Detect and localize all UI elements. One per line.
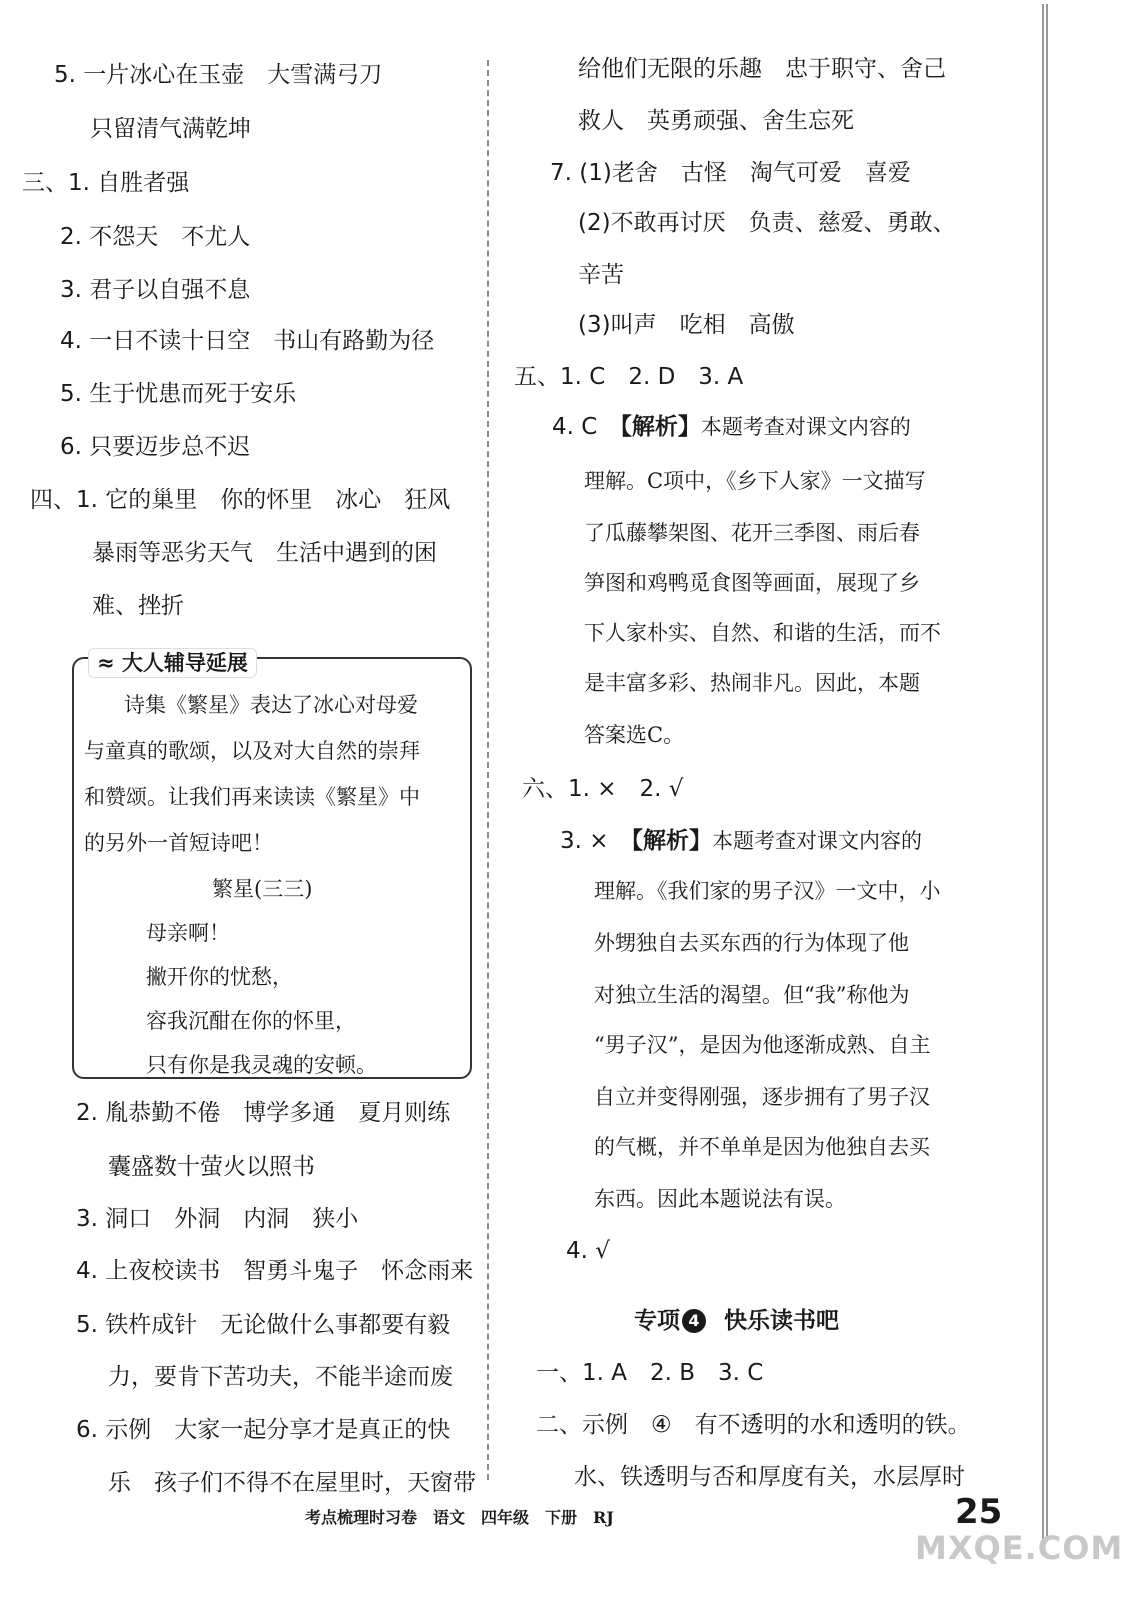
analysis-line: 对独立生活的渴望。但“我”称他为 <box>594 983 910 1007</box>
answer-line: 力，要肯下苦功夫，不能半途而废 <box>108 1364 453 1390</box>
answer-line: 四、1. 它的巢里 你的怀里 冰心 狂风 <box>30 487 451 513</box>
analysis-line: 下人家朴实、自然、和谐的生活，而不 <box>584 621 941 645</box>
extension-text: 与童真的歌颂，以及对大自然的崇拜 <box>84 739 420 763</box>
poem-line: 只有你是我灵魂的安顿。 <box>146 1053 377 1077</box>
answer-line: 4. √ <box>566 1238 610 1264</box>
extension-text: 的另外一首短诗吧！ <box>84 831 273 855</box>
answer-line: 五、1. C 2. D 3. A <box>514 364 744 390</box>
extension-title-text: 大人辅导延展 <box>121 651 248 675</box>
answer-line: 3. 洞口 外洞 内洞 狭小 <box>76 1206 359 1232</box>
analysis-line: 了瓜藤攀架图、花开三季图、雨后春 <box>584 521 920 545</box>
analysis-line: 自立并变得刚强，逐步拥有了男子汉 <box>594 1085 930 1109</box>
answer-line: (3)叫声 吃相 高傲 <box>578 312 795 338</box>
footer-text: 考点梳理时习卷 语文 四年级 下册 RJ <box>305 1508 614 1527</box>
column-divider <box>487 60 489 1480</box>
answer-line: 六、1. × 2. √ <box>522 776 684 802</box>
answer-line: 5. 生于忧患而死于安乐 <box>60 381 297 407</box>
analysis-line: 的气概，并不单单是因为他独自去买 <box>594 1135 930 1159</box>
answer-line: 给他们无限的乐趣 忠于职守、舍己 <box>578 56 946 82</box>
answer-line: 三、1. 自胜者强 <box>22 170 190 196</box>
extension-box-title <box>88 648 257 678</box>
answer-line: 2. 不怨天 不尤人 <box>60 224 251 250</box>
answer-line <box>560 826 922 856</box>
analysis-line: 笋图和鸡鸭觅食图等画面，展现了乡 <box>584 571 920 595</box>
analysis-line: 是丰富多彩、热闹非凡。因此，本题 <box>584 671 920 695</box>
answer-line: 乐 孩子们不得不在屋里时，天窗带 <box>108 1470 476 1496</box>
poem-line: 容我沉酣在你的怀里， <box>146 1009 356 1033</box>
analysis-line: 答案选C。 <box>584 723 685 747</box>
poem-title: 繁星(三三) <box>212 877 313 901</box>
poem-line: 撇开你的忧愁， <box>146 965 293 989</box>
section-title: 快乐读书吧 <box>724 1308 839 1334</box>
watermark: MXQE.COM <box>915 1529 1123 1567</box>
analysis-text: 本题考查对课文内容的 <box>700 415 911 439</box>
poem-line: 母亲啊！ <box>146 921 230 945</box>
analysis-line: “男子汉”，是因为他逐渐成熟、自主 <box>594 1033 931 1057</box>
answer-number: 3. × <box>560 828 632 854</box>
answer-line: 6. 示例 大家一起分享才是真正的快 <box>76 1417 451 1443</box>
page-number: 25 <box>955 1492 1003 1532</box>
analysis-line: 理解。《我们家的男子汉》一文中，小 <box>594 879 941 903</box>
answer-line: 7. (1)老舍 古怪 淘气可爱 喜爱 <box>550 160 911 186</box>
section-number-badge: 4 <box>682 1309 706 1333</box>
answer-line: 暴雨等恶劣天气 生活中遇到的困 <box>92 540 437 566</box>
section-prefix: 专项 <box>634 1308 680 1334</box>
answer-line: 5. 铁杵成针 无论做什么事都要有毅 <box>76 1312 451 1338</box>
answer-line: 2. 胤恭勤不倦 博学多通 夏月则练 <box>76 1100 451 1126</box>
answer-line <box>552 412 911 442</box>
analysis-line: 理解。C项中，《乡下人家》一文描写 <box>584 469 926 493</box>
answer-line: 4. 一日不读十日空 书山有路勤为径 <box>60 328 435 354</box>
extension-text: 和赞颂。让我们再来读读《繁星》中 <box>84 785 420 809</box>
answer-line: 囊盛数十萤火以照书 <box>108 1154 315 1180</box>
analysis-line: 外甥独自去买东西的行为体现了他 <box>594 931 909 955</box>
answer-number: 4. C <box>552 414 621 440</box>
answer-line: 水、铁透明与否和厚度有关，水层厚时 <box>574 1464 965 1490</box>
analysis-line: 东西。因此本题说法有误。 <box>594 1187 846 1211</box>
extension-text: 诗集《繁星》表达了冰心对母爱 <box>124 693 418 717</box>
answer-line: 辛苦 <box>578 262 624 288</box>
analysis-text: 本题考查对课文内容的 <box>712 829 923 853</box>
analysis-label: 【解析】 <box>620 414 701 440</box>
answer-line: 6. 只要迈步总不迟 <box>60 434 251 460</box>
analysis-label: 【解析】 <box>631 828 713 854</box>
answer-line: 只留清气满乾坤 <box>90 116 251 142</box>
answer-line: 一、1. A 2. B 3. C <box>536 1360 764 1386</box>
section-heading <box>634 1306 839 1336</box>
answer-line: 难、挫折 <box>92 593 184 619</box>
wave-icon: ≈ <box>97 651 115 675</box>
answer-line: 二、示例 ④ 有不透明的水和透明的铁。 <box>536 1412 971 1438</box>
answer-line: 3. 君子以自强不息 <box>60 277 251 303</box>
answer-line: (2)不敢再讨厌 负责、慈爱、勇敢、 <box>578 210 956 236</box>
answer-line: 5. 一片冰心在玉壶 大雪满弓刀 <box>54 62 383 88</box>
answer-line: 救人 英勇顽强、舍生忘死 <box>578 108 854 134</box>
answer-line: 4. 上夜校读书 智勇斗鬼子 怀念雨来 <box>76 1258 474 1284</box>
